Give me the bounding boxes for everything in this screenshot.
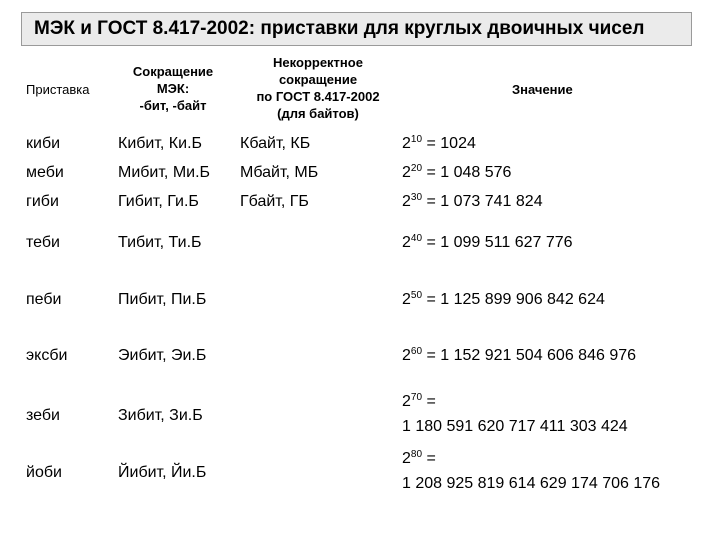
header-iec-line: МЭК: — [156, 81, 190, 96]
value-base: 2 — [402, 234, 411, 251]
value-cell — [402, 192, 543, 212]
value-decimal: = — [422, 450, 436, 467]
value-decimal: = — [422, 393, 436, 410]
value-cell — [402, 134, 476, 154]
iec-abbrev-cell: Мибит, Ми.Б — [118, 164, 211, 181]
value-decimal: = 1 099 511 627 776 — [422, 234, 573, 251]
value-decimal-continued: 1 180 591 620 717 411 303 424 — [402, 418, 628, 435]
page-title: МЭК и ГОСТ 8.417-2002: приставки для круглых двоичных чисел — [21, 12, 692, 46]
header-gost-line: (для байтов) — [277, 106, 359, 121]
prefix-cell: меби — [26, 164, 64, 181]
value-cell — [402, 392, 436, 412]
header-gost — [239, 54, 397, 122]
value-decimal: = 1 125 899 906 842 624 — [422, 291, 605, 308]
value-decimal: = 1 048 576 — [422, 164, 512, 181]
value-exponent: 80 — [410, 449, 423, 460]
gost-abbrev-cell: Гбайт, ГБ — [240, 193, 309, 210]
iec-abbrev-cell: Эибит, Эи.Б — [118, 347, 207, 364]
value-cell — [402, 233, 573, 253]
value-exponent: 70 — [410, 392, 423, 403]
prefix-cell: теби — [26, 234, 60, 251]
iec-abbrev-cell: Зибит, Зи.Б — [118, 407, 203, 424]
prefix-cell: зеби — [26, 407, 60, 424]
value-cell — [402, 449, 436, 469]
value-decimal-continued: 1 208 925 819 614 629 174 706 176 — [402, 475, 661, 492]
prefix-cell: киби — [26, 135, 61, 152]
value-decimal: = 1 152 921 504 606 846 976 — [422, 347, 637, 364]
value-decimal: = 1 073 741 824 — [422, 193, 543, 210]
header-gost-line: по ГОСТ 8.417-2002 — [256, 89, 380, 104]
header-gost-line: Некорректное — [273, 55, 363, 70]
value-exponent: 10 — [410, 134, 423, 145]
value-base: 2 — [402, 450, 411, 467]
iec-abbrev-cell: Тибит, Ти.Б — [118, 234, 202, 251]
header-value: Значение — [512, 82, 573, 97]
value-base: 2 — [402, 291, 411, 308]
header-iec-line: -бит, -байт — [139, 98, 207, 113]
iec-abbrev-cell: Йибит, Йи.Б — [118, 464, 207, 481]
value-exponent: 50 — [410, 290, 423, 301]
header-iec — [118, 63, 228, 114]
value-exponent: 20 — [410, 163, 423, 174]
value-exponent: 30 — [410, 192, 423, 203]
gost-abbrev-cell: Мбайт, МБ — [240, 164, 319, 181]
value-base: 2 — [402, 193, 411, 210]
prefix-cell: йоби — [26, 464, 62, 481]
prefix-cell: гиби — [26, 193, 59, 210]
value-decimal: = 1024 — [422, 135, 476, 152]
prefix-cell: эксби — [26, 347, 68, 364]
value-cell — [402, 346, 636, 366]
value-exponent: 60 — [410, 346, 423, 357]
value-exponent: 40 — [410, 233, 423, 244]
value-base: 2 — [402, 135, 411, 152]
iec-abbrev-cell: Гибит, Ги.Б — [118, 193, 199, 210]
iec-abbrev-cell: Пибит, Пи.Б — [118, 291, 207, 308]
gost-abbrev-cell: Кбайт, КБ — [240, 135, 311, 152]
header-prefix: Приставка — [26, 82, 90, 97]
value-base: 2 — [402, 393, 411, 410]
value-base: 2 — [402, 347, 411, 364]
value-cell — [402, 290, 605, 310]
iec-abbrev-cell: Кибит, Ки.Б — [118, 135, 203, 152]
value-base: 2 — [402, 164, 411, 181]
header-gost-line: сокращение — [278, 72, 358, 87]
header-iec-line: Сокращение — [132, 64, 214, 79]
value-cell — [402, 163, 511, 183]
prefix-cell: пеби — [26, 291, 62, 308]
